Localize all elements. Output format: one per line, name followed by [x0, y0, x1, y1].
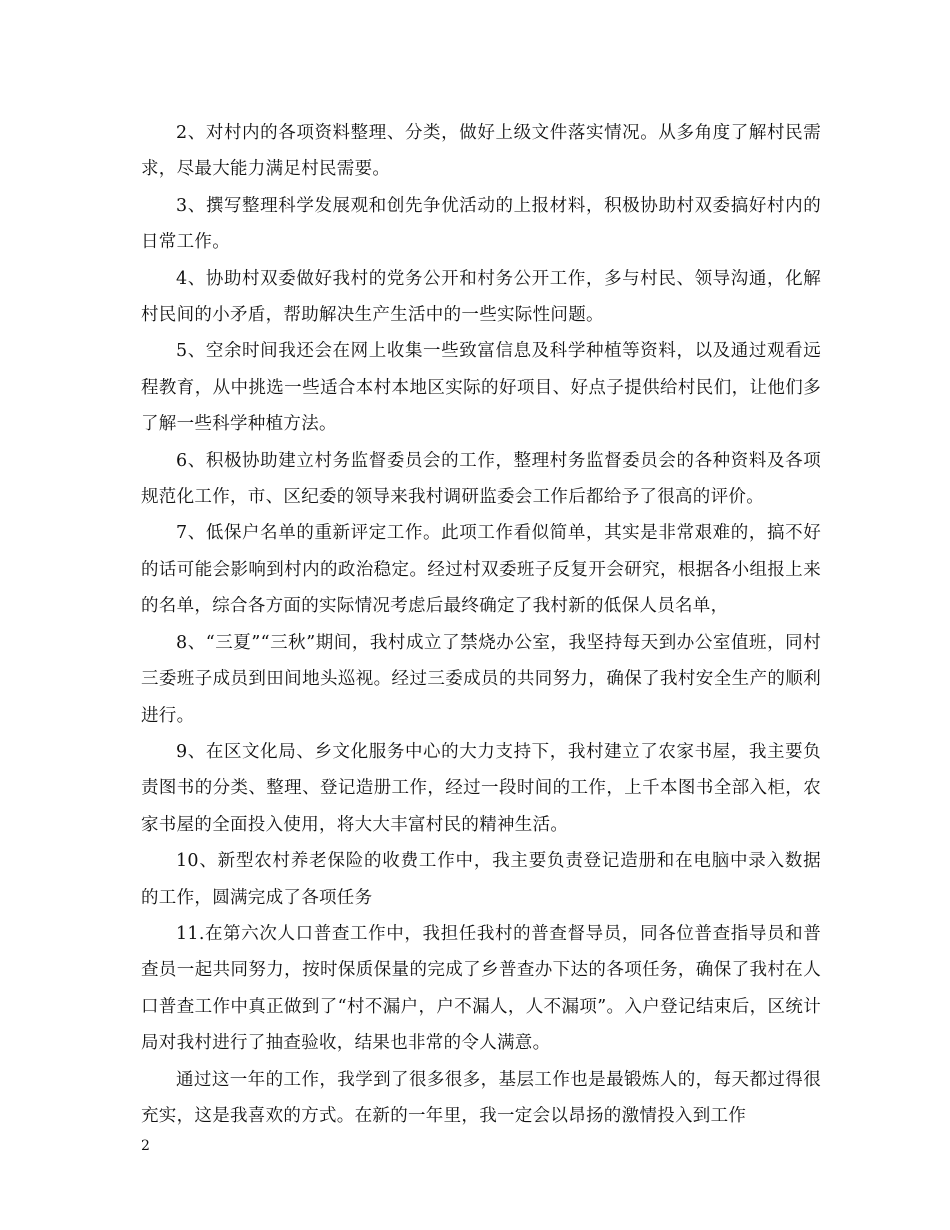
page-number: 2 [141, 1138, 150, 1154]
document-body [141, 115, 821, 1134]
paragraph-item-4: 4、协助村双委做好我村的党务公开和村务公开工作，多与村民、领导沟通，化解村民间的小矛盾，帮助解决生产生活中的一些实际性问题。 [141, 268, 821, 326]
paragraph-item-5: 5、空余时间我还会在网上收集一些致富信息及科学种植等资料，以及通过观看远程教育，从中挑选一些适合本村本地区实际的好项目、好点子提供给村民们，让他们多了解一些科学种植方法。 [141, 341, 821, 435]
paragraph-item-8: 8、“三夏”“三秋”期间，我村成立了禁烧办公室，我坚持每天到办公室值班，同村三委班子成员到田间地头巡视。经过三委成员的共同努力，确保了我村安全生产的顺利进行。 [141, 632, 821, 726]
paragraph-item-2: 2、对村内的各项资料整理、分类，做好上级文件落实情况。从多角度了解村民需求，尽最大能力满足村民需要。 [141, 123, 821, 180]
paragraph-item-10: 10、新型农村养老保险的收费工作中，我主要负责登记造册和在电脑中录入数据的工作，圆满完成了各项任务 [141, 851, 821, 908]
paragraph-item-11: 11.在第六次人口普查工作中，我担任我村的普查督导员，同各位普查指导员和普查员一起共同努力，按时保质保量的完成了乡普查办下达的各项任务，确保了我村在人口普查工作中真正做到了“村不漏户，户不漏人，人不漏项”。入户登记结束后，区统计局对我村进行了抽查验收，结果也非常的令人满意。 [141, 923, 821, 1054]
paragraph-conclusion: 通过这一年的工作，我学到了很多很多，基层工作也是最锻炼人的，每天都过得很充实，这是我喜欢的方式。在新的一年里，我一定会以昂扬的激情投入到工作 [141, 1069, 821, 1126]
paragraph-item-6: 6、积极协助建立村务监督委员会的工作，整理村务监督委员会的各种资料及各项规范化工作，市、区纪委的领导来我村调研监委会工作后都给予了很高的评价。 [141, 450, 821, 508]
paragraph-item-9: 9、在区文化局、乡文化服务中心的大力支持下，我村建立了农家书屋，我主要负责图书的分类、整理、登记造册工作，经过一段时间的工作，上千本图书全部入柜，农家书屋的全面投入使用，将大大丰富村民的精神生活。 [141, 741, 821, 835]
paragraph-item-7: 7、低保户名单的重新评定工作。此项工作看似简单，其实是非常艰难的，搞不好的话可能会影响到村内的政治稳定。经过村双委班子反复开会研究，根据各小组报上来的名单，综合各方面的实际情况考虑后最终确定了我村新的低保人员名单， [141, 523, 821, 617]
paragraph-item-3: 3、撰写整理科学发展观和创先争优活动的上报材料，积极协助村双委搞好村内的日常工作。 [141, 195, 821, 253]
